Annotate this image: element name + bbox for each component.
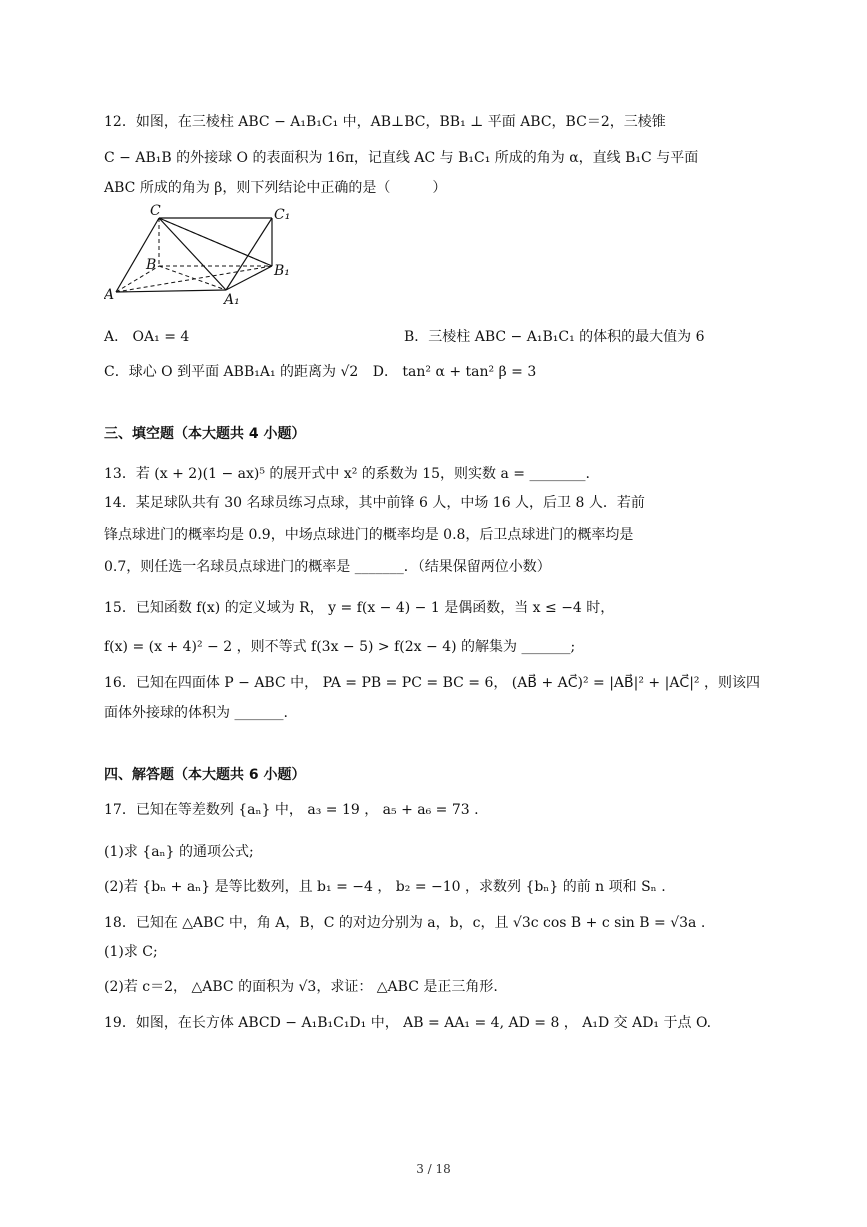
q12-line3: ABC 所成的角为 β，则下列结论中正确的是（ ） xyxy=(104,180,447,196)
prism-figure xyxy=(104,203,294,308)
edge-C-A xyxy=(116,218,159,292)
q15-line2: f(x) = (x + 4)² − 2 ，则不等式 f(3x − 5) > f(2x − 4) 的解集为 _______; xyxy=(104,639,576,655)
label-C: C xyxy=(150,203,161,219)
label-B: B xyxy=(146,257,157,273)
q12-option-b: B．三棱柱 ABC − A₁B₁C₁ 的体积的最大值为 6 xyxy=(404,329,705,345)
q19: 19．如图，在长方体 ABCD − A₁B₁C₁D₁ 中， AB = AA₁ = 4, AD = 8 ， A₁D 交 AD₁ 于点 O. xyxy=(104,1015,712,1031)
label-A1: A₁ xyxy=(224,292,240,308)
edge-C-B1 xyxy=(159,218,272,266)
q13: 13．若 (x + 2)(1 − ax)⁵ 的展开式中 x² 的系数为 15，则实数 a = ________. xyxy=(104,466,590,482)
q18-line3: (2)若 c＝2， △ABC 的面积为 √3，求证： △ABC 是正三角形. xyxy=(104,979,498,995)
q12-option-c: C．球心 O 到平面 ABB₁A₁ 的距离为 √2 xyxy=(104,364,359,380)
q18-line1: 18．已知在 △ABC 中，角 A，B，C 的对边分别为 a，b，c，且 √3c cos B + c sin B = √3a . xyxy=(104,915,706,931)
q17-line1: 17．已知在等差数列 {aₙ} 中， a₃ = 19 ， a₅ + a₆ = 73 . xyxy=(104,802,479,818)
q18-line2: (1)求 C; xyxy=(104,944,158,960)
q12-option-d: D． tan² α + tan² β = 3 xyxy=(372,364,537,380)
section-answer-heading: 四、解答题（本大题共 6 小题） xyxy=(104,767,306,783)
section-fill-in-heading: 三、填空题（本大题共 4 小题） xyxy=(104,426,306,442)
q15-line1: 15．已知函数 f(x) 的定义域为 R， y = f(x − 4) − 1 是偶函数，当 x ≤ −4 时， xyxy=(104,600,615,616)
edge-C1-A1 xyxy=(226,218,272,290)
label-B1: B₁ xyxy=(274,263,290,279)
q17-line3: (2)若 {bₙ + aₙ} 是等比数列，且 b₁ = −4 ， b₂ = −10 ，求数列 {bₙ} 的前 n 项和 Sₙ . xyxy=(104,879,666,895)
edge-A-B1 xyxy=(116,266,272,292)
q17-line2: (1)求 {aₙ} 的通项公式; xyxy=(104,844,254,860)
q16-line2: 面体外接球的体积为 _______. xyxy=(104,705,288,721)
page-number: 3 / 18 xyxy=(416,1162,451,1176)
q12-option-a: A． OA₁ = 4 xyxy=(104,329,190,345)
label-C1: C₁ xyxy=(274,207,291,223)
label-A: A xyxy=(104,287,115,303)
q14-line1: 14．某足球队共有 30 名球员练习点球，其中前锋 6 人，中场 16 人，后卫 8 人．若前 xyxy=(104,495,645,511)
q12-option-c-d xyxy=(104,362,536,382)
q14-line3: 0.7，则任选一名球员点球进门的概率是 _______．（结果保留两位小数） xyxy=(104,559,551,575)
q12-line1: 12．如图，在三棱柱 ABC − A₁B₁C₁ 中，AB⊥BC，BB₁ ⊥ 平面 ABC，BC＝2，三棱锥 xyxy=(104,114,666,130)
q12-line2: C − AB₁B 的外接球 O 的表面积为 16π，记直线 AC 与 B₁C₁ 所成的角为 α，直线 B₁C 与平面 xyxy=(104,150,699,166)
q16-line1: 16．已知在四面体 P − ABC 中， PA = PB = PC = BC = 6， (AB⃗ + AC⃗)² = |AB⃗|² + |AC⃗|² ，则该四 xyxy=(104,675,760,691)
edge-A-A1 xyxy=(116,290,226,292)
q14-line2: 锋点球进门的概率均是 0.9，中场点球进门的概率均是 0.8，后卫点球进门的概率均是 xyxy=(104,527,634,543)
edge-B-A1 xyxy=(159,266,226,290)
